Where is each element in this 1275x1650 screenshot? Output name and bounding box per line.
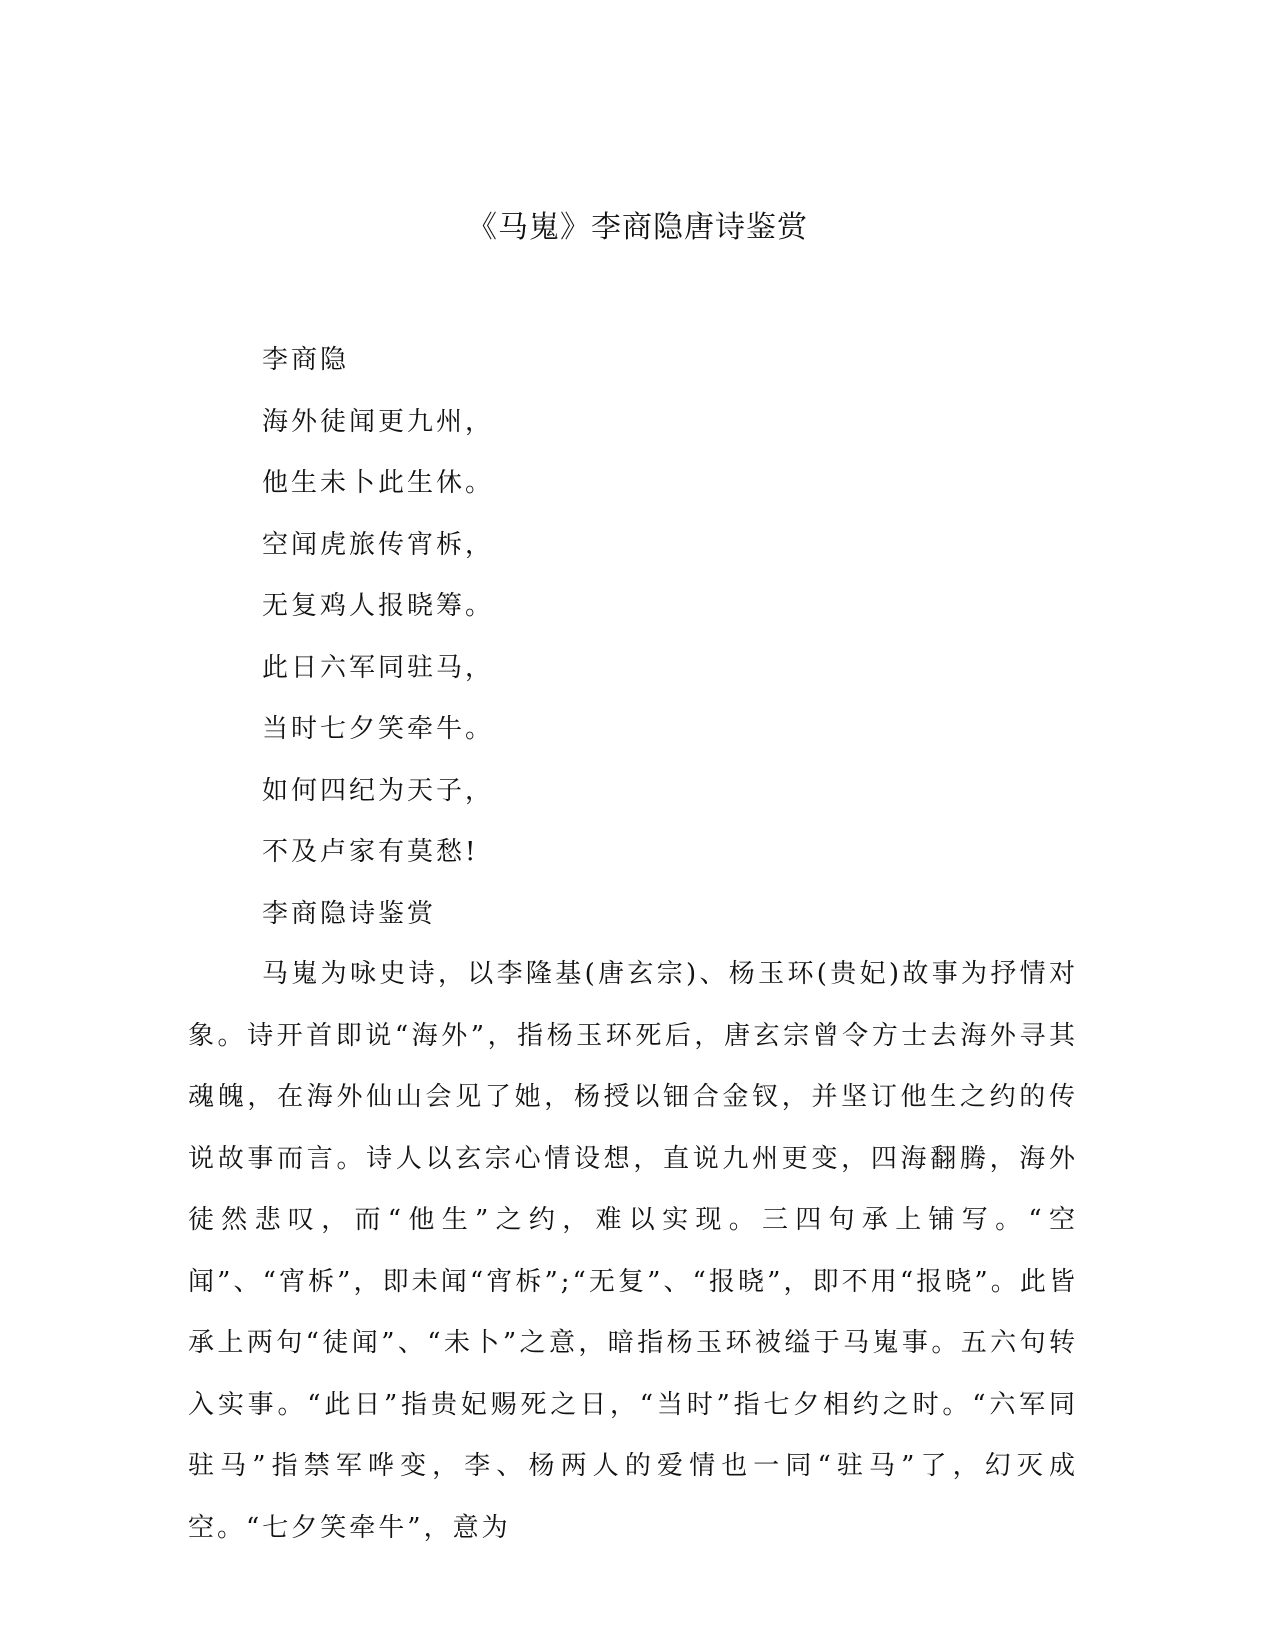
poem-line: 空闻虎旅传宵柝， xyxy=(262,529,495,560)
poem-line: 当时七夕笑牵牛。 xyxy=(262,714,495,744)
poem-line: 他生未卜此生休。 xyxy=(262,468,495,498)
poem-author: 李商隐 xyxy=(262,345,350,375)
poem-lines xyxy=(262,330,494,945)
section-heading: 李商隐诗鉴赏 xyxy=(262,898,437,929)
poem-line: 海外徒闻更九州， xyxy=(262,406,495,437)
poem-line: 如何四纪为天子， xyxy=(262,775,495,806)
poem-line: 不及卢家有莫愁! xyxy=(262,837,479,867)
poem-line: 此日六军同驻马， xyxy=(262,652,495,683)
commentary-paragraph: 马嵬为咏史诗，以李隆基(唐玄宗)、杨玉环(贵妃)故事为抒情对象。诗开首即说“海外”，指杨玉环死后，唐玄宗曾令方士去海外寻其魂魄，在海外仙山会见了她，杨授以钿合金钗，并坚订他生之约的传说故事而言。诗人以玄宗心情设想，直说九州更变，四海翻腾，海外徒然悲叹，而“他生”之约，难以实现。三四句承上铺写。“空闻”、“宵柝”，即未闻“宵柝”;“无复”、“报晓”，即不用“报晓”。此皆承上两句“徒闻”、“未卜”之意，暗指杨玉环被缢于马嵬事。五六句转入实事。“此日”指贵妃赐死之日，“当时”指七夕相约之时。“六军同驻马”指禁军哗变，李、杨两人的爱情也一同“驻马”了，幻灭成空。“七夕笑牵牛”，意为 xyxy=(188,959,1078,1543)
poem-line: 无复鸡人报晓筹。 xyxy=(262,591,495,621)
document-title: 《马嵬》李商隐唐诗鉴赏 xyxy=(467,210,808,245)
